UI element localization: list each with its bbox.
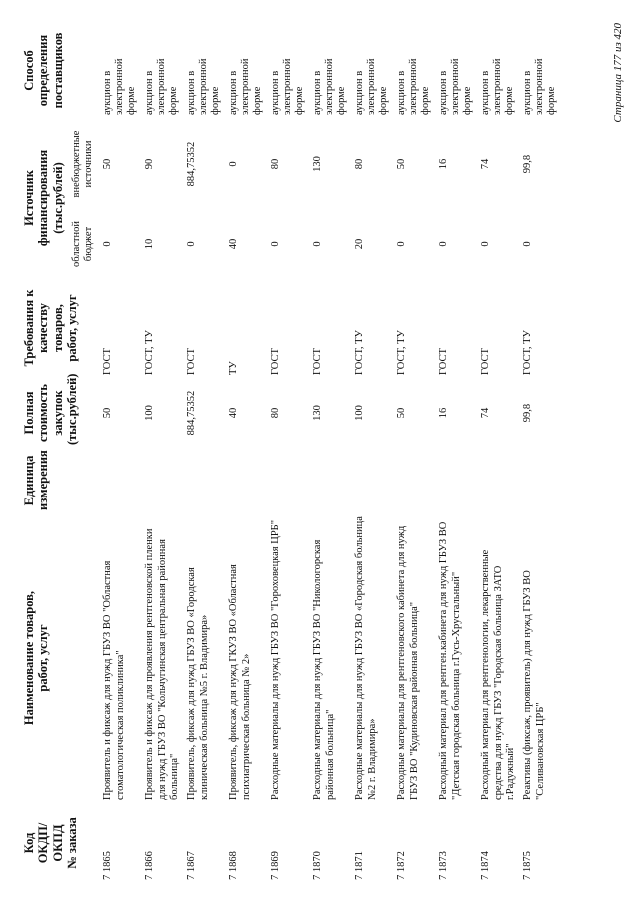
row-regional-budget: 0 (270, 241, 282, 247)
row-regional-budget: 0 (522, 241, 534, 247)
row-quality: ГОСТ, ТУ (354, 330, 366, 375)
row-method: аукцион в электронной форме (480, 58, 515, 115)
row-method: аукцион в электронной форме (228, 58, 263, 115)
row-name: Проявитель и фиксаж для нужд ГБУЗ ВО "Областная стоматологическая поликлиника" (102, 560, 126, 800)
col-header-extra: внебюджетные источники (71, 130, 95, 198)
row-extra-budget: 80 (270, 158, 282, 170)
row-extra-budget: 50 (396, 158, 408, 170)
row-method: аукцион в электронной форме (270, 58, 305, 115)
row-code: 7 1866 (144, 851, 156, 880)
row-unit (143, 448, 185, 513)
table-row (437, 23, 479, 883)
row-name: Расходные материалы для рентгеновского кабинета для нужд ГБУЗ ВО "Кудиновская районная больница" (396, 525, 420, 800)
row-method: аукцион в электронной форме (354, 58, 389, 115)
row-name: Реактивы (фиксаж, проявитель) для нужд ГБУЗ ВО "Селивановская ЦРБ" (522, 570, 546, 800)
row-quality: ГОСТ (438, 348, 450, 375)
row-cost: 80 (270, 407, 282, 419)
row-cost: 130 (312, 405, 324, 421)
col-header-quality: Требования к качеству товаров, работ, услуг (22, 289, 80, 367)
row-name: Расходные материалы для нужд ГБУЗ ВО "Гороховецкая ЦРБ" (270, 520, 282, 800)
row-quality: ГОСТ (186, 348, 198, 375)
row-unit (479, 448, 521, 513)
table-row (227, 23, 269, 883)
row-name: Расходный материал для рентген.кабинета для нужд ГБУЗ ВО "Детская городская больница г.Гусь-Хрустальный" (438, 521, 462, 800)
row-quality: ТУ (228, 361, 240, 375)
row-method: аукцион в электронной форме (396, 58, 431, 115)
row-unit (101, 448, 143, 513)
table-row (395, 23, 437, 883)
row-method: аукцион в электронной форме (102, 58, 137, 115)
col-header-cost: Полная стоимость закупок (тыс.рублей) (22, 373, 80, 445)
row-code: 7 1870 (312, 851, 324, 880)
row-quality: ГОСТ (480, 348, 492, 375)
row-regional-budget: 0 (102, 241, 114, 247)
rotated-page (13, 13, 628, 893)
page-number: Страница 177 из 420 (612, 23, 624, 123)
row-method: аукцион в электронной форме (144, 58, 179, 115)
row-cost: 74 (480, 407, 492, 419)
row-extra-budget: 50 (102, 158, 114, 170)
header-row (21, 23, 71, 883)
row-code: 7 1875 (522, 851, 534, 880)
row-unit (521, 448, 563, 513)
table-row (143, 23, 185, 883)
row-quality: ГОСТ, ТУ (396, 330, 408, 375)
col-header-name: Наименование товаров, работ, услуг (22, 590, 51, 726)
table-row (101, 23, 143, 883)
row-regional-budget: 0 (480, 241, 492, 247)
row-extra-budget: 130 (312, 156, 324, 172)
row-extra-budget: 99,8 (522, 154, 534, 174)
row-unit (437, 448, 479, 513)
row-code: 7 1871 (354, 851, 366, 880)
row-name: Проявитель и фиксаж для проявления рентгеновской пленки для нужд ГБУЗ ВО "Кольчугинская центральная районная больница" (144, 528, 181, 800)
table-row (311, 23, 353, 883)
table-row (185, 23, 227, 883)
row-method: аукцион в электронной форме (438, 58, 473, 115)
row-cost: 16 (438, 407, 450, 419)
row-cost: 50 (102, 407, 114, 419)
row-name: Проявитель, фиксаж для нужд ГКУЗ ВО «Областная психиатрическая больница № 2» (228, 564, 252, 800)
col-header-unit: Единица измерения (22, 450, 51, 510)
row-unit (311, 448, 353, 513)
col-header-method: Способ определения поставщиков (22, 32, 65, 109)
row-code: 7 1874 (480, 851, 492, 880)
row-unit (227, 448, 269, 513)
row-code: 7 1865 (102, 851, 114, 880)
row-cost: 40 (228, 407, 240, 419)
row-extra-budget: 80 (354, 158, 366, 170)
row-name: Расходные материалы для нужд ГБУЗ ВО "Никологорская районная больница" (312, 539, 336, 800)
row-code: 7 1872 (396, 851, 408, 880)
procurement-table (21, 23, 563, 883)
row-method: аукцион в электронной форме (312, 58, 347, 115)
table-row (353, 23, 395, 883)
row-cost: 100 (144, 405, 156, 421)
row-unit (185, 448, 227, 513)
row-quality: ГОСТ (312, 348, 324, 375)
row-quality: ГОСТ (102, 348, 114, 375)
row-regional-budget: 10 (144, 238, 156, 250)
table-body (101, 23, 563, 883)
row-extra-budget: 16 (438, 158, 450, 170)
row-extra-budget: 90 (144, 158, 156, 170)
row-method: аукцион в электронной форме (186, 58, 221, 115)
row-name: Расходные материалы для нужд ГБУЗ ВО «Городская больница №2 г. Владимира» (354, 516, 378, 800)
row-extra-budget: 74 (480, 158, 492, 170)
row-cost: 99,8 (522, 403, 534, 423)
row-name: Проявитель, фиксаж для нужд ГБУЗ ВО «Городская клиническая больница №5 г. Владимира» (186, 567, 210, 800)
row-unit (353, 448, 395, 513)
row-unit (269, 448, 311, 513)
row-code: 7 1873 (438, 851, 450, 880)
row-quality: ГОСТ, ТУ (522, 330, 534, 375)
row-cost: 100 (354, 405, 366, 421)
table-row (269, 23, 311, 883)
row-code: 7 1868 (228, 851, 240, 880)
col-header-regional: областной бюджет (71, 221, 95, 267)
row-extra-budget: 0 (228, 161, 240, 167)
row-name: Расходный материал для рентгенологии, лекарственные средства для нужд ГБУЗ "Городская больница ЗАТО г.Радужный" (480, 549, 517, 800)
row-cost: 884,75352 (186, 390, 198, 436)
col-header-code: Код ОКДП/ ОКПД № заказа (22, 817, 80, 869)
row-regional-budget: 20 (354, 238, 366, 250)
row-quality: ГОСТ (270, 348, 282, 375)
row-code: 7 1867 (186, 851, 198, 880)
table-row (521, 23, 563, 883)
row-regional-budget: 0 (186, 241, 198, 247)
row-regional-budget: 0 (312, 241, 324, 247)
row-regional-budget: 0 (438, 241, 450, 247)
col-header-source: Источник финансирования (тыс.рублей) (22, 149, 65, 247)
row-unit (395, 448, 437, 513)
row-cost: 50 (396, 407, 408, 419)
row-extra-budget: 884,75352 (186, 141, 198, 187)
row-regional-budget: 40 (228, 238, 240, 250)
row-quality: ГОСТ, ТУ (144, 330, 156, 375)
row-regional-budget: 0 (396, 241, 408, 247)
row-method: аукцион в электронной форме (522, 58, 557, 115)
row-code: 7 1869 (270, 851, 282, 880)
table-row (479, 23, 521, 883)
